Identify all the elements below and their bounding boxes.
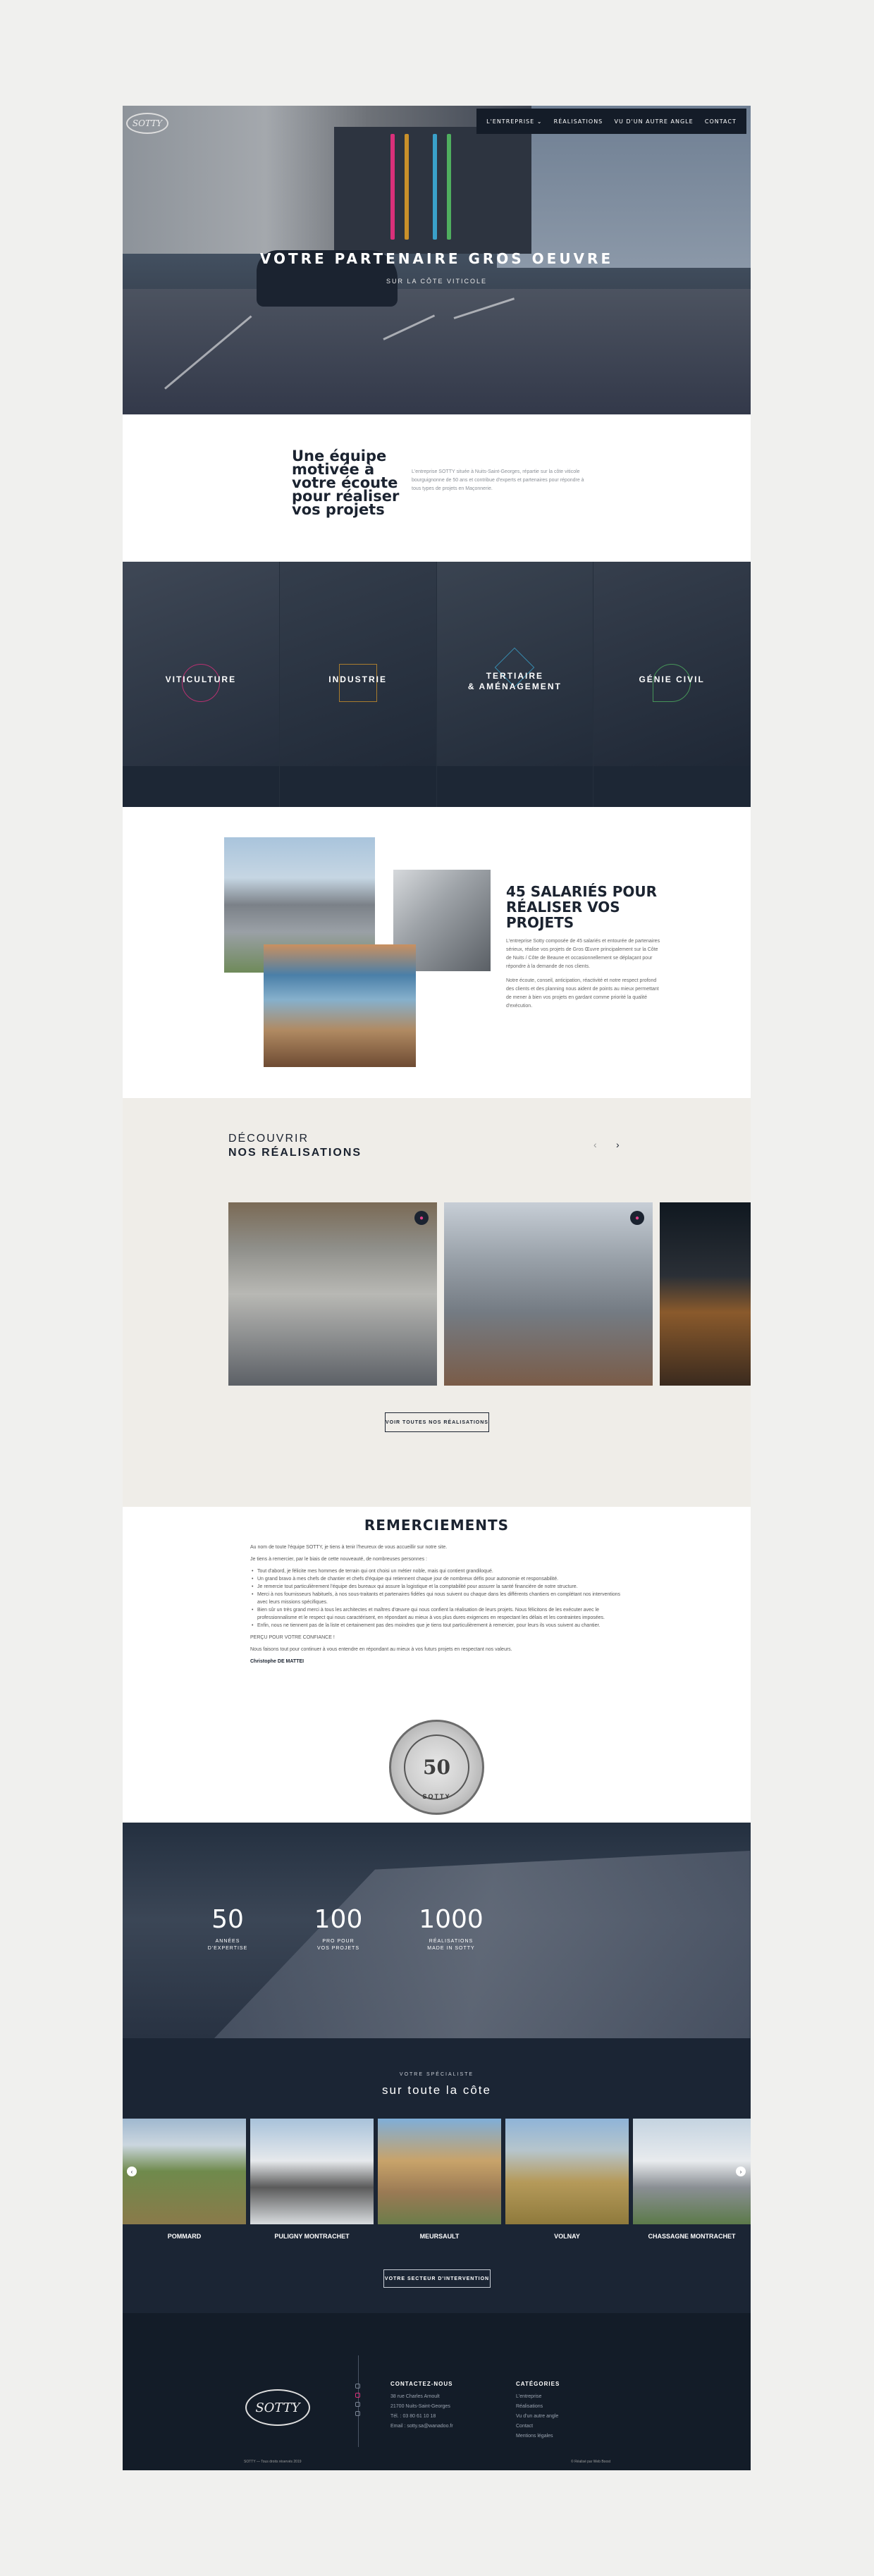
team-photo-worker	[264, 944, 416, 1067]
footer-contact-line: 38 rue Charles Arnoult	[390, 2394, 440, 2399]
hero-title-prefix: VOTRE PARTENAIRE	[259, 250, 469, 267]
footer-bullet-icon	[355, 2393, 360, 2398]
village-name: VOLNAY	[554, 2233, 580, 2240]
hero-light-stripe	[447, 134, 451, 240]
site-logo[interactable]: SOTTY	[126, 113, 168, 134]
carousel-next-icon[interactable]: ›	[736, 2167, 746, 2176]
thanks-list-item: • Enfin, nous ne tiennent pas de la liste et certainement pas des moindres que je tiens tout particulièrement à remercier, pour leurs ils vous suivent au chantier.	[250, 1622, 624, 1629]
realisation-card[interactable]	[444, 1202, 653, 1386]
footer-contact-list	[390, 2392, 453, 2432]
category-industrie[interactable]	[280, 562, 437, 807]
footer-contact-title: CONTACTEZ-NOUS	[390, 2381, 453, 2387]
village-photo-pommard[interactable]	[123, 2119, 246, 2224]
stat-item	[409, 1906, 493, 1952]
hero-title	[123, 250, 751, 267]
pin-icon: ●	[630, 1211, 644, 1225]
stats-section	[123, 1823, 751, 2038]
footer-contact-line: 21700 Nuits-Saint-Georges	[390, 2404, 450, 2409]
stat-number: 50	[211, 1905, 244, 1934]
intro-text: L'entreprise SOTTY située à Nuits-Saint-Georges, répartie sur la côte viticole bourguignonne de 50 ans et contribue d'experts et partenaires pour répondre à tous types de projets en Maçonnerie.	[412, 469, 584, 491]
thanks-list-item: • Je remercie tout particulièrement l'équipe des bureaux qui assure la logistique et la comptabilité pour assurer la santé financière de notre structure.	[250, 1583, 624, 1591]
footer-icons	[353, 2384, 362, 2420]
carousel-prev-icon[interactable]: ‹	[127, 2167, 137, 2176]
sector-button[interactable]: VOTRE SECTEUR D'INTERVENTION	[383, 2269, 491, 2288]
page	[123, 106, 751, 2470]
footer-link[interactable]: Réalisations	[516, 2404, 543, 2409]
footer-categories-list	[516, 2392, 558, 2441]
cote-section	[123, 2038, 751, 2313]
thanks-list-item: • Tout d'abord, je félicite mes hommes de terrain qui ont choisi un métier noble, mais qui contient grandiloqué.	[250, 1567, 624, 1575]
category-tertiaire[interactable]	[437, 562, 594, 807]
thanks-lead: Je tiens à remercier, par le biais de cette nouveauté, de nombreuses personnes :	[250, 1557, 427, 1562]
stat-item	[185, 1906, 270, 1952]
village-name: PULIGNY MONTRACHET	[274, 2233, 350, 2240]
footer-bullet-icon	[355, 2411, 360, 2416]
footer-link[interactable]: L'entreprise	[516, 2394, 542, 2399]
village-name: MEURSAULT	[419, 2233, 460, 2240]
nav-item-autre-angle[interactable]: VU D'UN AUTRE ANGLE	[614, 118, 694, 125]
village-photo-meursault[interactable]	[378, 2119, 501, 2224]
stat-item	[296, 1906, 381, 1952]
nav-item-contact[interactable]: CONTACT	[704, 118, 737, 125]
footer-contact-line[interactable]: Email : sotty.sa@wanadoo.fr	[390, 2424, 453, 2429]
thanks-signature: Christophe DE MATTEI	[250, 1659, 304, 1664]
realisation-card[interactable]	[228, 1202, 437, 1386]
village-name: CHASSAGNE MONTRACHET	[648, 2233, 736, 2240]
realisations-heading: NOS RÉALISATIONS	[228, 1147, 362, 1159]
footer-legal-left: SOTTY — Tous droits réservés 2019	[244, 2460, 302, 2464]
thanks-list-item: • Bien sûr un très grand merci à tous les architectes et maîtres d'œuvre qui nous confient la réalisation de leurs projets. Nous félicitons de les exécuter avec le professionnalisme et le respect qui nous caractérisent, en répondant au mieux à vos plus dures exigences en respectant les délais et les contraintes imposées.	[250, 1606, 624, 1622]
footer-contact-line[interactable]: Tél. : 03 80 61 10 18	[390, 2414, 436, 2419]
seal-text: SOTTY	[422, 1793, 451, 1800]
realisations-section	[123, 1098, 751, 1507]
team-paragraph: Notre écoute, conseil, anticipation, réactivité et notre respect profond des clients et des planning nous aident de points au mieux permettant de mener à bien vos projets en gardant comme priorité la qualité d'exécution.	[506, 978, 659, 1009]
pin-icon: ●	[414, 1211, 429, 1225]
footer-link[interactable]: Vu d'un autre angle	[516, 2414, 559, 2419]
stat-label: ANNÉES D'EXPERTISE	[207, 1939, 248, 1951]
village-name: POMMARD	[167, 2233, 202, 2240]
footer-bullet-icon	[355, 2384, 360, 2389]
hero-title-bold: GROS OEUVRE	[468, 250, 614, 267]
thanks-list-item: • Merci à nos fournisseurs habituels, à nos sous-traitants et partenaires fidèles qui nous suivent ou chaque dans les différents chantiers en complétant nos interventions avec leurs missions spécifiques.	[250, 1591, 624, 1606]
village-photo-puligny[interactable]	[250, 2119, 374, 2224]
realisations-title	[228, 1132, 362, 1160]
category-label: VITICULTURE	[165, 674, 237, 684]
hero-parking	[123, 289, 751, 414]
hero-light-stripe	[405, 134, 409, 240]
footer-bullet-icon	[355, 2402, 360, 2407]
hero-light-stripe	[433, 134, 437, 240]
hero-light-stripe	[390, 134, 395, 240]
realisations-kicker: DÉCOUVRIR	[228, 1133, 309, 1145]
footer-legal-right[interactable]: © Réalisé par Web Boost	[571, 2460, 611, 2464]
footer-link[interactable]: Contact	[516, 2424, 534, 2429]
thanks-title: REMERCIEMENTS	[364, 1517, 510, 1534]
footer-categories-title: CATÉGORIES	[516, 2381, 560, 2387]
thanks-list-item: • Un grand bravo à mes chefs de chantier et chefs d'équipe qui retiennent chaque jour de nombreux défis pour autonomie et responsabilité.	[250, 1575, 624, 1583]
thanks-body	[250, 1543, 624, 1670]
cote-kicker: VOTRE SPÉCIALISTE	[399, 2072, 474, 2077]
footer-link[interactable]: Mentions légales	[516, 2434, 553, 2439]
nav-item-realisations[interactable]: RÉALISATIONS	[553, 118, 603, 125]
stat-number: 100	[314, 1905, 363, 1934]
team-title: 45 SALARIÉS POUR RÉALISER VOS PROJETS	[506, 883, 658, 931]
category-viticulture[interactable]	[123, 562, 280, 807]
nav-item-entreprise[interactable]: L'ENTREPRISE ⌄	[486, 118, 543, 125]
anniversary-seal	[389, 1720, 484, 1815]
village-photo-chassagne[interactable]	[633, 2119, 751, 2224]
realisation-card[interactable]	[660, 1202, 751, 1386]
thanks-note: Nous faisons tout pour continuer à vous entendre en répondant au mieux à vos futurs projets en respectant nos valeurs.	[250, 1647, 512, 1652]
hero-subtitle: SUR LA CÔTE VITICOLE	[386, 278, 488, 285]
category-label: TERTIAIRE & AMÉNAGEMENT	[467, 671, 562, 691]
category-genie-civil[interactable]	[593, 562, 751, 807]
team-paragraph: L'entreprise Sotty composée de 45 salariés et entourée de partenaires sérieux, réalise vos projets de Gros Œuvre principalement sur la Côte de Nuits / Côte de Beaune et occasionnellement se déplaçant pour répondre à la demande de nos clients.	[506, 939, 660, 969]
stat-number: 1000	[419, 1905, 484, 1934]
footer-logo[interactable]: SOTTY	[245, 2389, 310, 2426]
all-realisations-button[interactable]: VOIR TOUTES NOS RÉALISATIONS	[385, 1412, 489, 1432]
category-label: INDUSTRIE	[328, 674, 387, 684]
village-photo-volnay[interactable]	[505, 2119, 629, 2224]
hero-section	[123, 106, 751, 414]
thanks-intro: Au nom de toute l'équipe SOTTY, je tiens à tenir l'heureux de vous accueillir sur notre site.	[250, 1545, 448, 1550]
prev-arrow-icon[interactable]: ‹	[593, 1139, 597, 1150]
footer	[123, 2313, 751, 2470]
intro-title: Une équipe motivée à votre écoute pour réaliser vos projets	[292, 448, 400, 518]
thanks-closing: PERÇU POUR VOTRE CONFIANCE !	[250, 1635, 335, 1640]
cote-title: sur toute la côte	[382, 2083, 491, 2097]
stat-label: PRO POUR VOS PROJETS	[316, 1939, 359, 1951]
category-label: GÉNIE CIVIL	[639, 674, 705, 684]
categories-section	[123, 562, 751, 807]
next-arrow-icon[interactable]: ›	[616, 1139, 620, 1150]
seal-number: 50	[404, 1734, 469, 1800]
thanks-list	[250, 1567, 624, 1629]
stat-label: RÉALISATIONS MADE IN SOTTY	[427, 1939, 475, 1951]
main-nav	[476, 109, 746, 134]
team-text	[506, 937, 661, 1011]
